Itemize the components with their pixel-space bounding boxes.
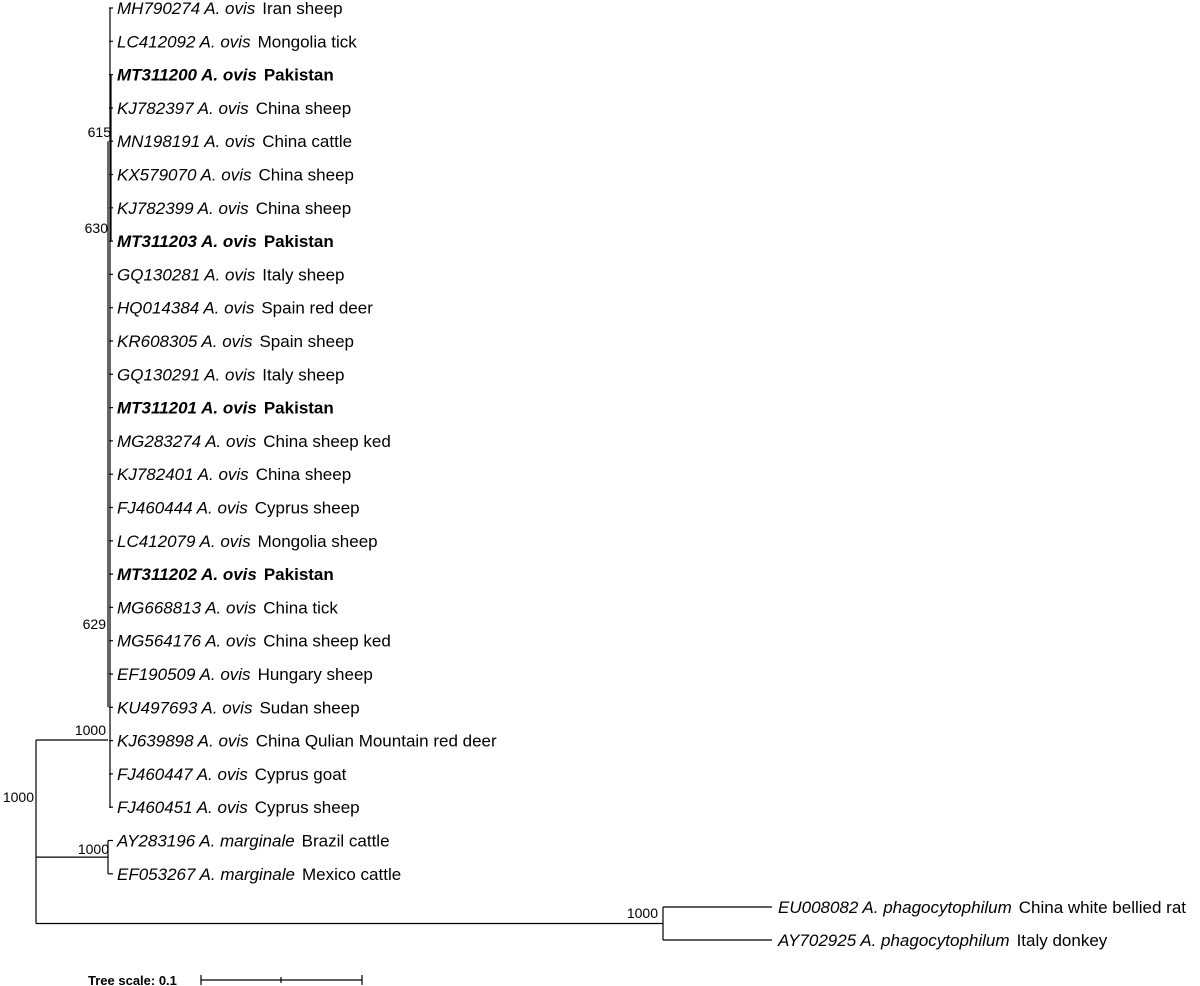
leaf-label-FJ460447: FJ460447 A. ovis Cyprus goat xyxy=(117,764,347,784)
leaf-label-FJ460444: FJ460444 A. ovis Cyprus sheep xyxy=(117,498,360,518)
tree-scale-bar xyxy=(201,975,362,985)
leaf-label-MT311202: MT311202 A. ovis Pakistan xyxy=(117,565,334,585)
leaf-label-MT311201: MT311201 A. ovis Pakistan xyxy=(117,398,334,418)
leaf-label-GQ130281: GQ130281 A. ovis Italy sheep xyxy=(117,265,345,285)
tree-scale-label: Tree scale: 0.1 xyxy=(88,973,177,986)
leaf-label-GQ130291: GQ130291 A. ovis Italy sheep xyxy=(117,365,345,385)
leaf-label-MH790274: MH790274 A. ovis Iran sheep xyxy=(117,0,343,18)
bootstrap-phagocytophilum-clade: 1000 xyxy=(626,905,658,921)
bootstrap-ovis-inner-low: 629 xyxy=(82,616,106,632)
leaf-label-KJ782401: KJ782401 A. ovis China sheep xyxy=(117,465,352,485)
leaf-label-MG283274: MG283274 A. ovis China sheep ked xyxy=(117,431,391,451)
leaf-label-MG668813: MG668813 A. ovis China tick xyxy=(117,598,338,618)
leaf-label-KJ782399: KJ782399 A. ovis China sheep xyxy=(117,198,352,218)
leaf-label-AY702925: AY702925 A. phagocytophilum Italy donkey xyxy=(778,931,1108,950)
leaf-label-KR608305: KR608305 A. ovis Spain sheep xyxy=(117,332,354,351)
leaf-label-EU008082: EU008082 A. phagocytophilum China white bellied rat xyxy=(778,898,1187,917)
leaf-label-KX579070: KX579070 A. ovis China sheep xyxy=(117,165,354,185)
bootstrap-ovis-clade: 1000 xyxy=(74,722,106,738)
leaf-label-EF190509: EF190509 A. ovis Hungary sheep xyxy=(117,665,373,684)
leaf-label-MT311200: MT311200 A. ovis Pakistan xyxy=(117,65,334,85)
leaf-labels xyxy=(116,0,1186,950)
leaf-label-LC412079: LC412079 A. ovis Mongolia sheep xyxy=(117,531,378,551)
leaf-label-MT311203: MT311203 A. ovis Pakistan xyxy=(117,232,334,252)
leaf-label-KJ639898: KJ639898 A. ovis China Qulian Mountain red deer xyxy=(117,731,497,751)
bootstrap-ovis-inner-top: 615 xyxy=(87,124,111,140)
leaf-label-MN198191: MN198191 A. ovis China cattle xyxy=(117,132,353,152)
leaf-label-FJ460451: FJ460451 A. ovis Cyprus sheep xyxy=(117,798,360,818)
bootstrap-ovis-inner-mid: 630 xyxy=(84,220,108,236)
leaf-label-EF053267: EF053267 A. marginale Mexico cattle xyxy=(117,864,402,884)
leaf-label-MG564176: MG564176 A. ovis China sheep ked xyxy=(117,631,391,651)
bootstrap-ovis-marginale: 1000 xyxy=(2,789,34,805)
leaf-label-LC412092: LC412092 A. ovis Mongolia tick xyxy=(117,32,357,52)
bootstrap-marginale-clade: 1000 xyxy=(77,841,109,857)
leaf-label-HQ014384: HQ014384 A. ovis Spain red deer xyxy=(117,298,373,318)
leaf-label-KJ782397: KJ782397 A. ovis China sheep xyxy=(117,98,352,118)
leaf-label-KU497693: KU497693 A. ovis Sudan sheep xyxy=(117,698,360,718)
leaf-label-AY283196: AY283196 A. marginale Brazil cattle xyxy=(117,831,390,851)
